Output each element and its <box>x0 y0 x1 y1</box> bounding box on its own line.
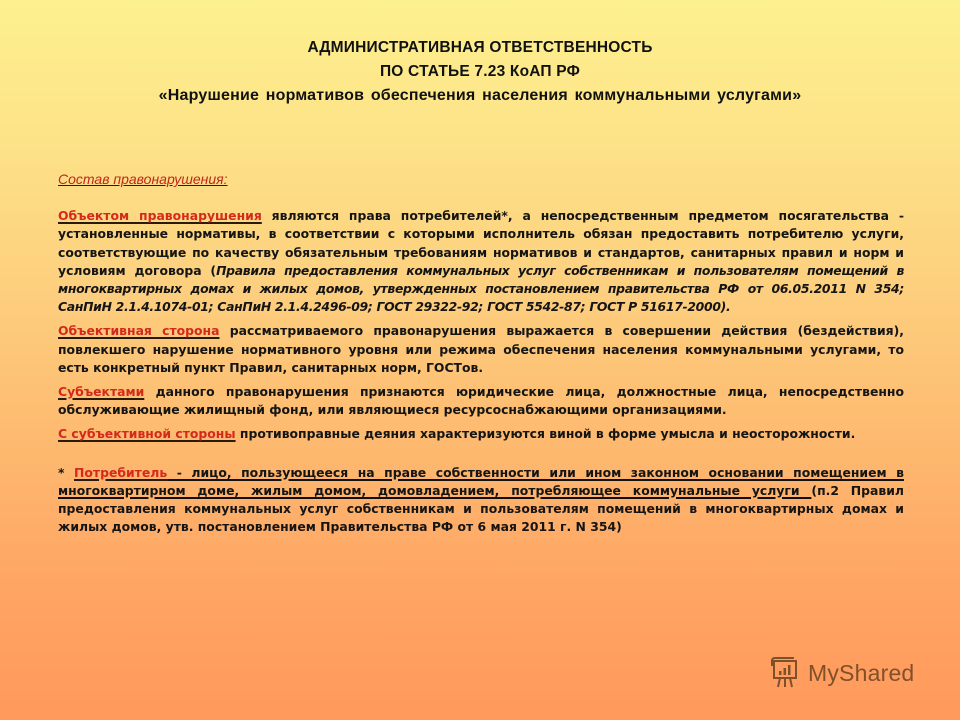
title-line-3: «Нарушение нормативов обеспечения населения коммунальными услугами» <box>158 87 802 104</box>
section-heading: Состав правонарушения: <box>58 171 228 187</box>
consumer-reference: (п.2 Правил предоставления коммунальных услуг собственникам и пользователям помещений в многоквартирных домах и жилых домов, утв. постановлением Правительства РФ от 6 мая 2011 г. N 354) <box>58 482 904 535</box>
subjects-text: данного правонарушения признаются юридические лица, должностные лица, непосредственно обслуживающие жилищный фонд, или являющиеся ресурсоснабжающими организациями. <box>58 384 904 418</box>
paragraph-subjective-side <box>58 425 904 443</box>
watermark-text: MyShared <box>808 659 915 686</box>
footnote-asterisk: * <box>58 464 75 480</box>
presentation-board-icon <box>768 656 802 690</box>
object-italic-references: Правила предоставления коммунальных услуг собственникам и пользователям помещений в многоквартирных домах и жилых домов, утвержденных постановлением правительства РФ от 06.05.2011 N 354; СанПиН 2.1.4.1074-01; СанПиН 2.1.4.2496-09; ГОСТ 29322-92; ГОСТ 5542-87; ГОСТ Р 51617-2000). <box>58 262 904 315</box>
object-text: являются права потребителей*, а непосредственным предметом посягательства - установленные нормативы, в соответствии с которыми исполнитель обязан предоставить потребителю услуги, соответствующие по качеству обязательным требованиям нормативов и стандартов, санитарных правил и норм и условиям договора ( <box>58 208 904 278</box>
term-objective-side: Объективная сторона <box>58 323 220 339</box>
term-subjects: Субъектами <box>58 384 145 400</box>
title-line-1: АДМИНИСТРАТИВНАЯ ОТВЕТСТВЕННОСТЬ <box>307 39 653 56</box>
objective-side-text: рассматриваемого правонарушения выражается в совершении действия (бездействия), повлекшего нарушение нормативного уровня или режима обеспечения населения коммунальными услугами, то есть конкретный пункт Правил, санитарных норм, ГОСТов. <box>58 323 904 375</box>
slide-title <box>0 36 960 108</box>
consumer-definition: - лицо, пользующееся на праве собственности или ином законном основании помещением в многоквартирном доме, жилым домом, домовладением, потребляющее коммунальные услуги <box>58 464 904 498</box>
myshared-watermark <box>768 656 914 690</box>
slide-body <box>58 170 904 542</box>
term-subjective-side: С субъективной стороны <box>58 426 236 442</box>
title-line-2: ПО СТАТЬЕ 7.23 КоАП РФ <box>379 63 581 80</box>
term-object: Объектом правонарушения <box>58 208 262 224</box>
paragraph-subjects <box>58 383 904 419</box>
footnote-consumer <box>58 464 904 537</box>
paragraph-object <box>58 207 904 316</box>
subjective-side-text: противоправные деяния характеризуются виной в форме умысла и неосторожности. <box>235 426 856 442</box>
paragraph-objective-side <box>58 322 904 377</box>
term-consumer: Потребитель <box>74 464 168 480</box>
